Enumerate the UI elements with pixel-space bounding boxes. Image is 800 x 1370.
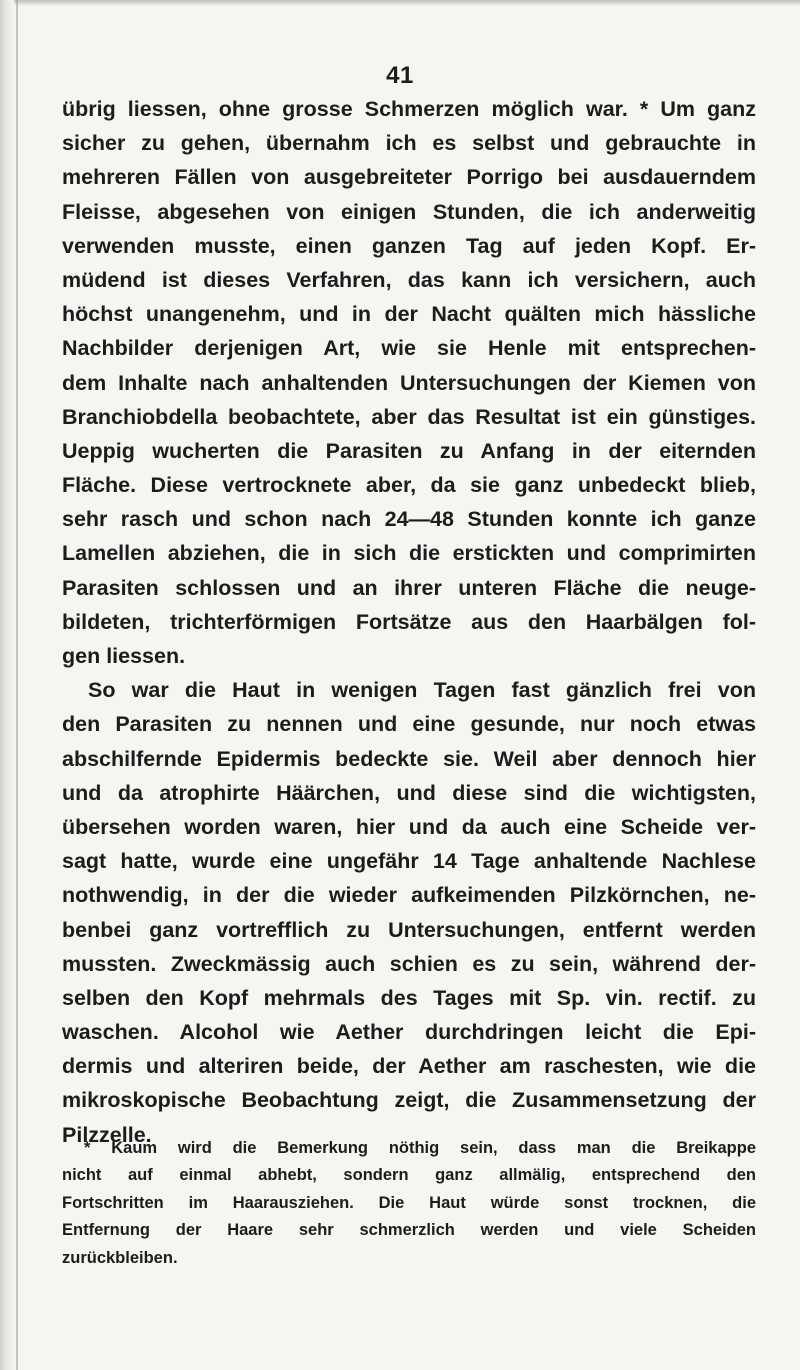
text-line: und da atrophirte Häärchen, und diese sind die wichtigsten, [62, 780, 756, 805]
text-line: übersehen worden waren, hier und da auch eine Scheide ver- [62, 814, 756, 839]
footnote-line: zurückbleiben. [62, 1248, 178, 1267]
text-line: mussten. Zweckmässig auch schien es zu sein, während der- [62, 951, 756, 976]
page-top-edge [0, 0, 800, 6]
text-line: mikroskopische Beobachtung zeigt, die Zusammensetzung der [62, 1088, 756, 1113]
page-number: 41 [386, 62, 414, 89]
text-line: den Parasiten zu nennen und eine gesunde, nur noch etwas [62, 712, 756, 737]
text-line: Parasiten schlossen und an ihrer unteren Fläche die neuge- [62, 575, 756, 600]
text-line: nothwendig, in der die wieder aufkeimenden Pilzkörnchen, ne- [62, 883, 756, 908]
page-binding-line [16, 0, 18, 1370]
footnote [62, 1135, 756, 1272]
text-line: benbei ganz vortrefflich zu Untersuchungen, entfernt werden [62, 917, 756, 942]
footnote-line: nicht auf einmal abhebt, sondern ganz allmälig, entsprechend den [62, 1166, 756, 1185]
paragraph-end-line: Pilzzelle. [62, 1122, 152, 1147]
text-line: Fläche. Diese vertrocknete aber, da sie ganz unbedeckt blieb, [62, 473, 756, 498]
main-text [62, 92, 756, 1152]
text-line: bildeten, trichterförmigen Fortsätze aus den Haarbälgen fol- [62, 609, 756, 634]
text-line: Branchiobdella beobachtete, aber das Resultat ist ein günstiges. [62, 404, 756, 429]
text-line: Fleisse, abgesehen von einigen Stunden, die ich anderweitig [62, 199, 756, 224]
text-line: verwenden musste, einen ganzen Tag auf jeden Kopf. Er- [62, 233, 756, 258]
text-line: übrig liessen, ohne grosse Schmerzen möglich war. * Um ganz [62, 97, 756, 121]
text-line: Ueppig wucherten die Parasiten zu Anfang in der eiternden [62, 438, 756, 463]
text-line: sagt hatte, wurde eine ungefähr 14 Tage anhaltende Nachlese [62, 849, 756, 874]
paragraph-end-line: gen liessen. [62, 644, 186, 668]
text-line: sehr rasch und schon nach 24—48 Stunden konnte ich ganze [62, 507, 756, 532]
text-line: müdend ist dieses Verfahren, das kann ich versichern, auch [62, 267, 756, 292]
page-gutter-shadow [0, 0, 14, 1370]
text-line: Nachbilder derjenigen Art, wie sie Henle mit entsprechen- [62, 336, 756, 361]
footnote-line: Fortschritten im Haarausziehen. Die Haut würde sonst trocknen, die [62, 1193, 756, 1212]
footnote-line: Entfernung der Haare sehr schmerzlich werden und viele Scheiden [62, 1221, 756, 1240]
text-line: abschilfernde Epidermis bedeckte sie. Weil aber dennoch hier [62, 746, 756, 771]
text-line: waschen. Alcohol wie Aether durchdringen leicht die Epi- [62, 1020, 756, 1045]
footnote-line: * Kaum wird die Bemerkung nöthig sein, dass man die Breikappe [84, 1139, 756, 1157]
text-line: sicher zu gehen, übernahm ich es selbst und gebrauchte in [62, 131, 756, 156]
paragraph-start-line: So war die Haut in wenigen Tagen fast gänzlich frei von [88, 678, 756, 703]
text-line: selben den Kopf mehrmals des Tages mit Sp. vin. rectif. zu [62, 985, 756, 1010]
text-line: mehreren Fällen von ausgebreiteter Porrigo bei ausdauerndem [62, 165, 756, 190]
text-line: dem Inhalte nach anhaltenden Untersuchungen der Kiemen von [62, 370, 756, 395]
text-line: höchst unangenehm, und in der Nacht quälten mich hässliche [62, 302, 756, 327]
text-line: dermis und alteriren beide, der Aether am raschesten, wie die [62, 1054, 756, 1079]
text-line: Lamellen abziehen, die in sich die erstickten und comprimirten [62, 541, 756, 566]
